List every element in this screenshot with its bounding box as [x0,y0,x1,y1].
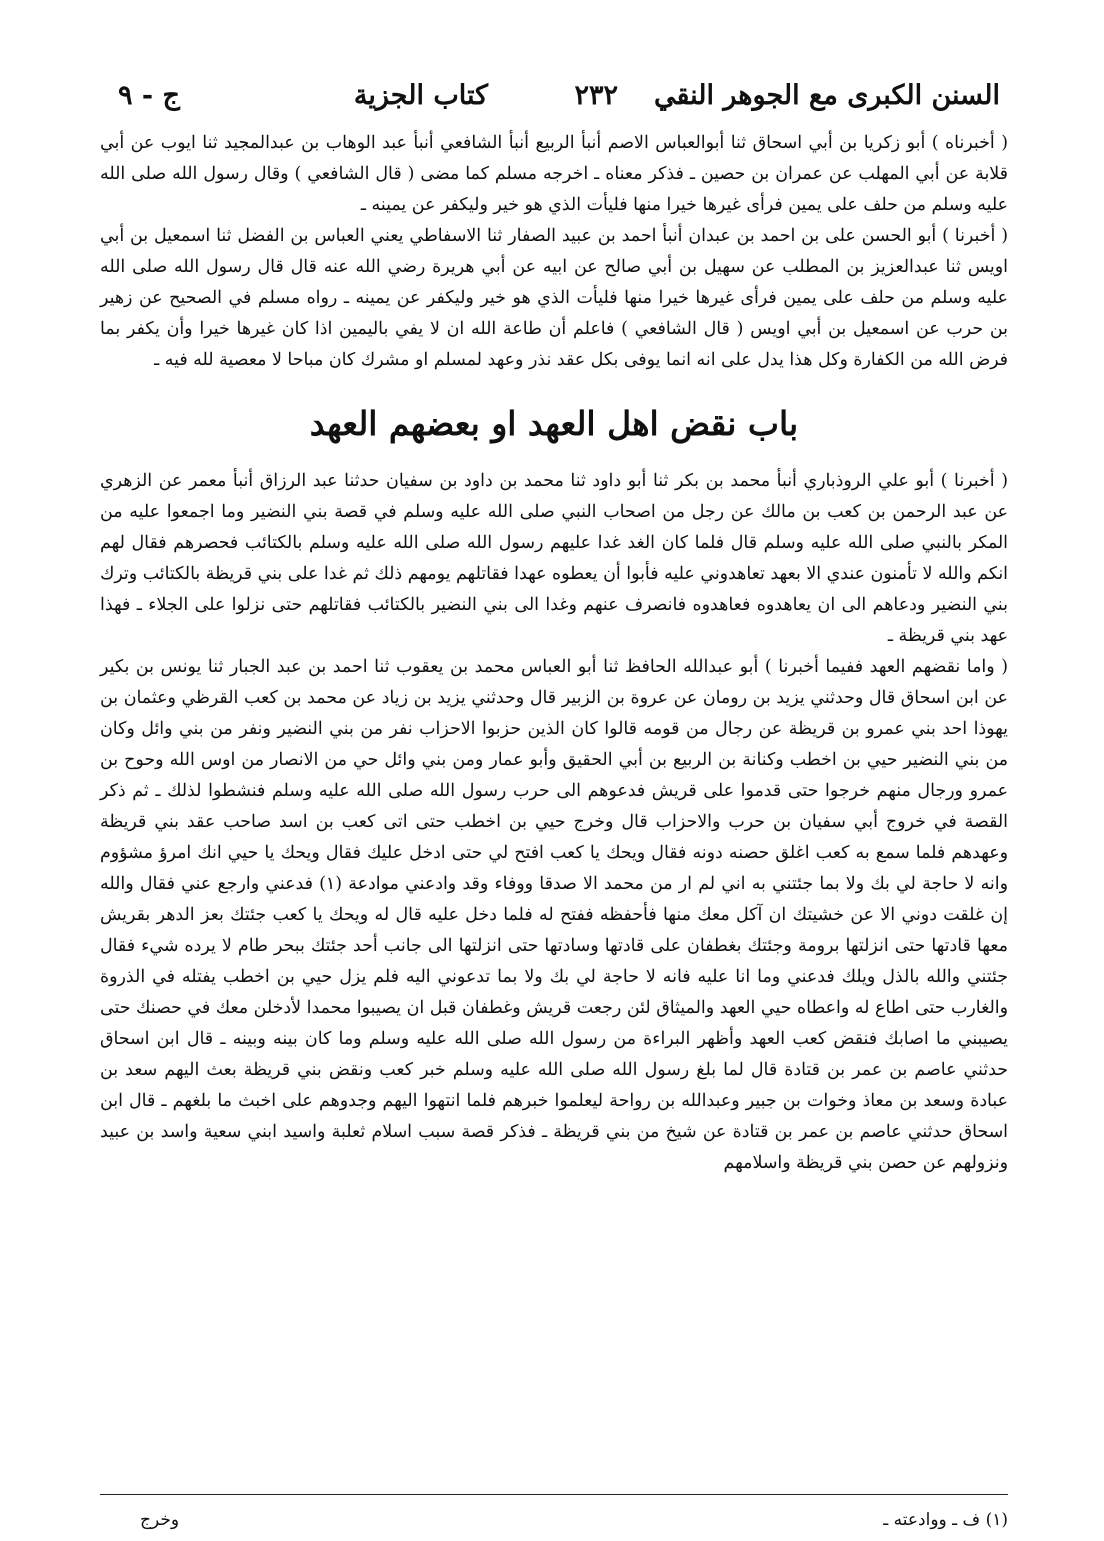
paragraph: ( واما نقضهم العهد ففيما أخبرنا ) أبو عبدالله الحافظ ثنا أبو العباس محمد بن يعقوب ثنا احمد بن عبد الجبار ثنا يونس بن بكير عن ابن اسحاق قال وحدثني يزيد بن رومان عن عروة بن الزبير قال وحدثني يزيد بن زياد عن محمد بن كعب القرظي وعثمان بن يهوذا احد بني عمرو بن قريظة عن رجال من قومه قالوا كان الذين حزبوا الاحزاب نفر من بني النضير ونفر من بني وائل وكان من بني النضير حيي بن اخطب وكنانة بن الربيع بن أبي الحقيق وأبو عمار ومن بني وائل حي من الانصار من اوس الله وحوح بن عمرو ورجال منهم خرجوا حتى قدموا على قريش فدعوهم الى حرب رسول الله صلى الله عليه وسلم فنشطوا لذلك ـ ثم ذكر القصة في خروج أبي سفيان بن حرب والاحزاب قال وخرج حيي بن اخطب حتى اتى كعب بن اسد صاحب عقد بني قريظة وعهدهم فلما سمع به كعب اغلق حصنه دونه فقال ويحك يا كعب افتح لي حتى ادخل عليك فقال ويحك يا حيي انك امرؤ مشؤوم وانه لا حاجة لي بك ولا بما جئتني به اني لم ار من محمد الا صدقا ووفاء وقد وادعني موادعة (١) فدعني وارجع عني فقال والله إن غلقت دوني الا عن خشيتك ان آكل معك منها فأحفظه ففتح له فلما دخل عليه قال له ويحك يا كعب جئتك بعز الدهر بقريش معها قادتها حتى انزلتها برومة وجئتك بغطفان على قادتها وسادتها حتى انزلتها الى جانب أحد جئتك ببحر طام لا يرده شيء فقال جئتني والله بالذل ويلك فدعني وما انا عليه فانه لا حاجة لي بك ولا بما تدعوني اليه فلم يزل حيي بن اخطب يفتله في الذروة والغارب حتى اطاع له واعطاه حيي العهد والميثاق لئن رجعت قريش وغطفان قبل ان يصيبوا محمدا لأدخلن معك في حصنك حتى يصيبني ما اصابك فنقض كعب العهد وأظهر البراءة من رسول الله صلى الله عليه وسلم وما كان بينه وبينه ـ قال ابن اسحاق حدثني عاصم بن عمر بن قتادة قال لما بلغ رسول الله صلى الله عليه وسلم خبر كعب ونقض بني قريظة بعث اليهم سعد بن عبادة وسعد بن معاذ وخوات بن جبير وعبدالله بن رواحة ليعلموا خبرهم فلما انتهوا اليهم وجدوهم على اخبث ما بلغهم ـ قال ابن اسحاق حدثني عاصم بن عمر بن قتادة عن شيخ من بني قريظة ـ فذكر قصة سبب اسلام ثعلبة واسيد ابني سعية واسد بن عبيد ونزولهم عن حصن بني قريظة واسلامهم [100,657,1008,1173]
section-after-chapter [100,466,1008,1179]
section-before-chapter [100,128,1008,376]
paragraph: ( أخبرنا ) أبو علي الروذباري أنبأ محمد بن بكر ثنا أبو داود ثنا محمد بن داود بن سفيان حدثنا عبد الرزاق أنبأ معمر عن الزهري عن عبد الرحمن بن كعب بن مالك عن رجل من اصحاب النبي صلى الله عليه وسلم في قصة بني النضير وما اجمعوا عليه من المكر بالنبي صلى الله عليه وسلم قال فلما كان الغد غدا عليهم رسول الله صلى الله عليه وسلم بالكتائب فحصرهم فقال لهم انكم والله لا تأمنون عندي الا بعهد تعاهدوني عليه فأبوا أن يعطوه عهدا فقاتلهم يومهم ذلك ثم غدا على بني قريظة بالكتائب وترك بني النضير ودعاهم الى ان يعاهدوه فعاهدوه فانصرف عنهم وغدا الى بني النضير بالكتائب فقاتلهم حتى نزلوا على الجلاء ـ فهذا عهد بني قريظة ـ [100,471,1008,646]
footnote: (١) ف ـ ووادعته ـ [883,1510,1008,1530]
chapter-heading: باب نقض اهل العهد او بعضهم العهد [309,404,799,443]
chapter-name: كتاب الجزية [353,80,488,111]
page-number: ٢٣٢ [574,80,618,111]
footnote-divider [100,1494,1008,1495]
volume-label: ج - ٩ [118,80,180,111]
document-page [100,80,1008,1530]
catchword: وخرج [140,1510,180,1530]
page-footer [100,1510,1008,1540]
page-header [100,80,1008,120]
paragraph: ( أخبرنا ) أبو الحسن على بن احمد بن عبدان أنبأ احمد بن عبيد الصفار ثنا الاسفاطي يعني العباس بن الفضل ثنا اسمعيل بن أبي اويس ثنا عبدالعزيز بن المطلب عن سهيل بن أبي صالح عن ابيه عن أبي هريرة رضي الله عنه قال قال رسول الله صلى الله عليه وسلم من حلف على يمين فرأى غيرها خيرا منها فليأت الذي هو خير وليكفر عن يمينه ـ رواه مسلم في الصحيح عن زهير بن حرب عن اسمعيل بن أبي اويس ( قال الشافعي ) فاعلم أن طاعة الله ان لا يفي باليمين اذا كان غيرها خيرا وأن يكفر بما فرض الله من الكفارة وكل هذا يدل على انه انما يوفى بكل عقد نذر وعهد لمسلم او مشرك كان مباحا لا معصية لله فيه ـ [100,226,1008,370]
book-title: السنن الكبرى مع الجوهر النقي [653,80,1000,111]
paragraph: ( أخبرناه ) أبو زكريا بن أبي اسحاق ثنا أبوالعباس الاصم أنبأ الربيع أنبأ الشافعي أنبأ عبد الوهاب بن عبدالمجيد ثنا ايوب عن أبي قلابة عن أبي المهلب عن عمران بن حصين ـ فذكر معناه ـ اخرجه مسلم كما مضى ( قال الشافعي ) وقال رسول الله صلى الله عليه وسلم من حلف على يمين فرأى غيرها خيرا منها فليأت الذي هو خير وليكفر عن يمينه ـ [100,133,1008,215]
